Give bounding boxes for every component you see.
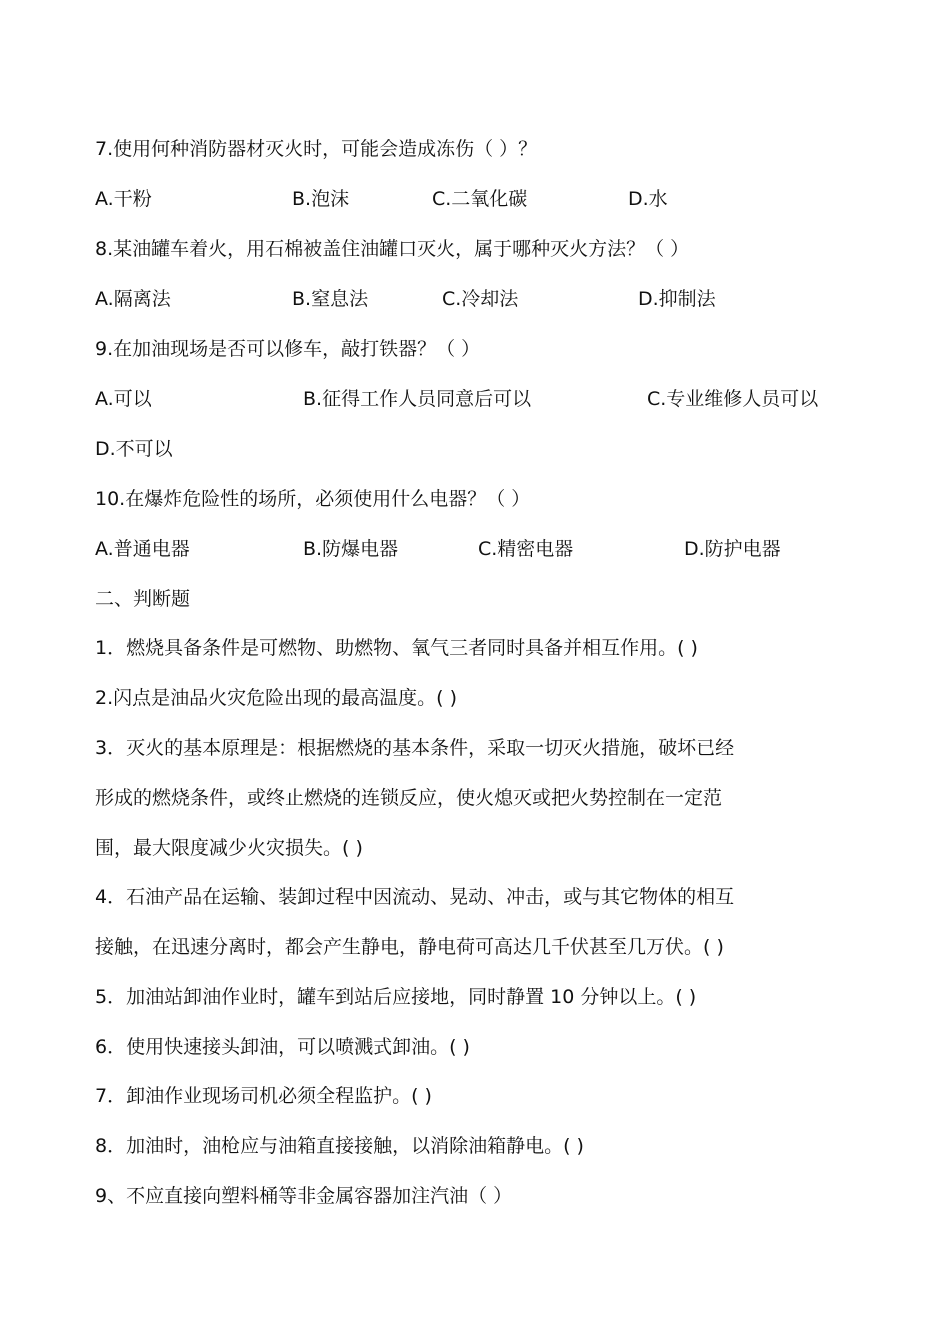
q7-option-a: A.干粉	[95, 188, 152, 210]
section-title: 二、判断题	[95, 588, 191, 610]
q10-option-a: A.普通电器	[95, 538, 190, 560]
judgment-item-4-line-2: 接触，在迅速分离时，都会产生静电，静电荷可高达几千伏甚至几万伏。( )	[95, 936, 724, 958]
q8-option-c: C.冷却法	[442, 288, 519, 310]
q9-option-a: A.可以	[95, 388, 152, 410]
judgment-item-3-line-2: 形成的燃烧条件，或终止燃烧的连锁反应，使火熄灭或把火势控制在一定范	[95, 787, 723, 809]
q9-option-c: C.专业维修人员可以	[647, 388, 819, 410]
question-7: 7.使用何种消防器材灭火时，可能会造成冻伤（ ）？	[95, 138, 538, 160]
q10-option-b: B.防爆电器	[303, 538, 399, 560]
q7-option-c: C.二氧化碳	[432, 188, 528, 210]
q9-option-d: D.不可以	[95, 438, 173, 460]
q8-option-a: A.隔离法	[95, 288, 171, 310]
question-10: 10.在爆炸危险性的场所，必须使用什么电器？（ ）	[95, 488, 531, 510]
question-9: 9.在加油现场是否可以修车，敲打铁器？（ ）	[95, 338, 481, 360]
q10-option-d: D.防护电器	[684, 538, 781, 560]
judgment-item-4-line-1: 4．石油产品在运输、装卸过程中因流动、晃动、冲击，或与其它物体的相互	[95, 886, 735, 908]
q7-option-b: B.泡沫	[292, 188, 350, 210]
q9-option-b: B.征得工作人员同意后可以	[303, 388, 532, 410]
judgment-item-8: 8．加油时，油枪应与油箱直接接触，以消除油箱静电。( )	[95, 1135, 584, 1157]
judgment-item-3-line-1: 3．灭火的基本原理是：根据燃烧的基本条件，采取一切灭火措施，破坏已经	[95, 737, 735, 759]
judgment-item-9: 9、不应直接向塑料桶等非金属容器加注汽油（ ）	[95, 1185, 513, 1207]
q8-option-d: D.抑制法	[638, 288, 716, 310]
judgment-item-1: 1．燃烧具备条件是可燃物、助燃物、氧气三者同时具备并相互作用。( )	[95, 637, 698, 659]
q8-option-b: B.窒息法	[292, 288, 369, 310]
judgment-item-3-line-3: 围，最大限度减少火灾损失。( )	[95, 837, 363, 859]
q10-option-c: C.精密电器	[478, 538, 574, 560]
judgment-item-5: 5．加油站卸油作业时，罐车到站后应接地，同时静置 10 分钟以上。( )	[95, 986, 697, 1008]
judgment-item-6: 6．使用快速接头卸油，可以喷溅式卸油。( )	[95, 1036, 470, 1058]
question-8: 8.某油罐车着火，用石棉被盖住油罐口灭火，属于哪种灭火方法？（ ）	[95, 238, 690, 260]
judgment-item-2: 2.闪点是油品火灾危险出现的最高温度。( )	[95, 687, 457, 709]
judgment-item-7: 7．卸油作业现场司机必须全程监护。( )	[95, 1085, 432, 1107]
q7-option-d: D.水	[628, 188, 668, 210]
